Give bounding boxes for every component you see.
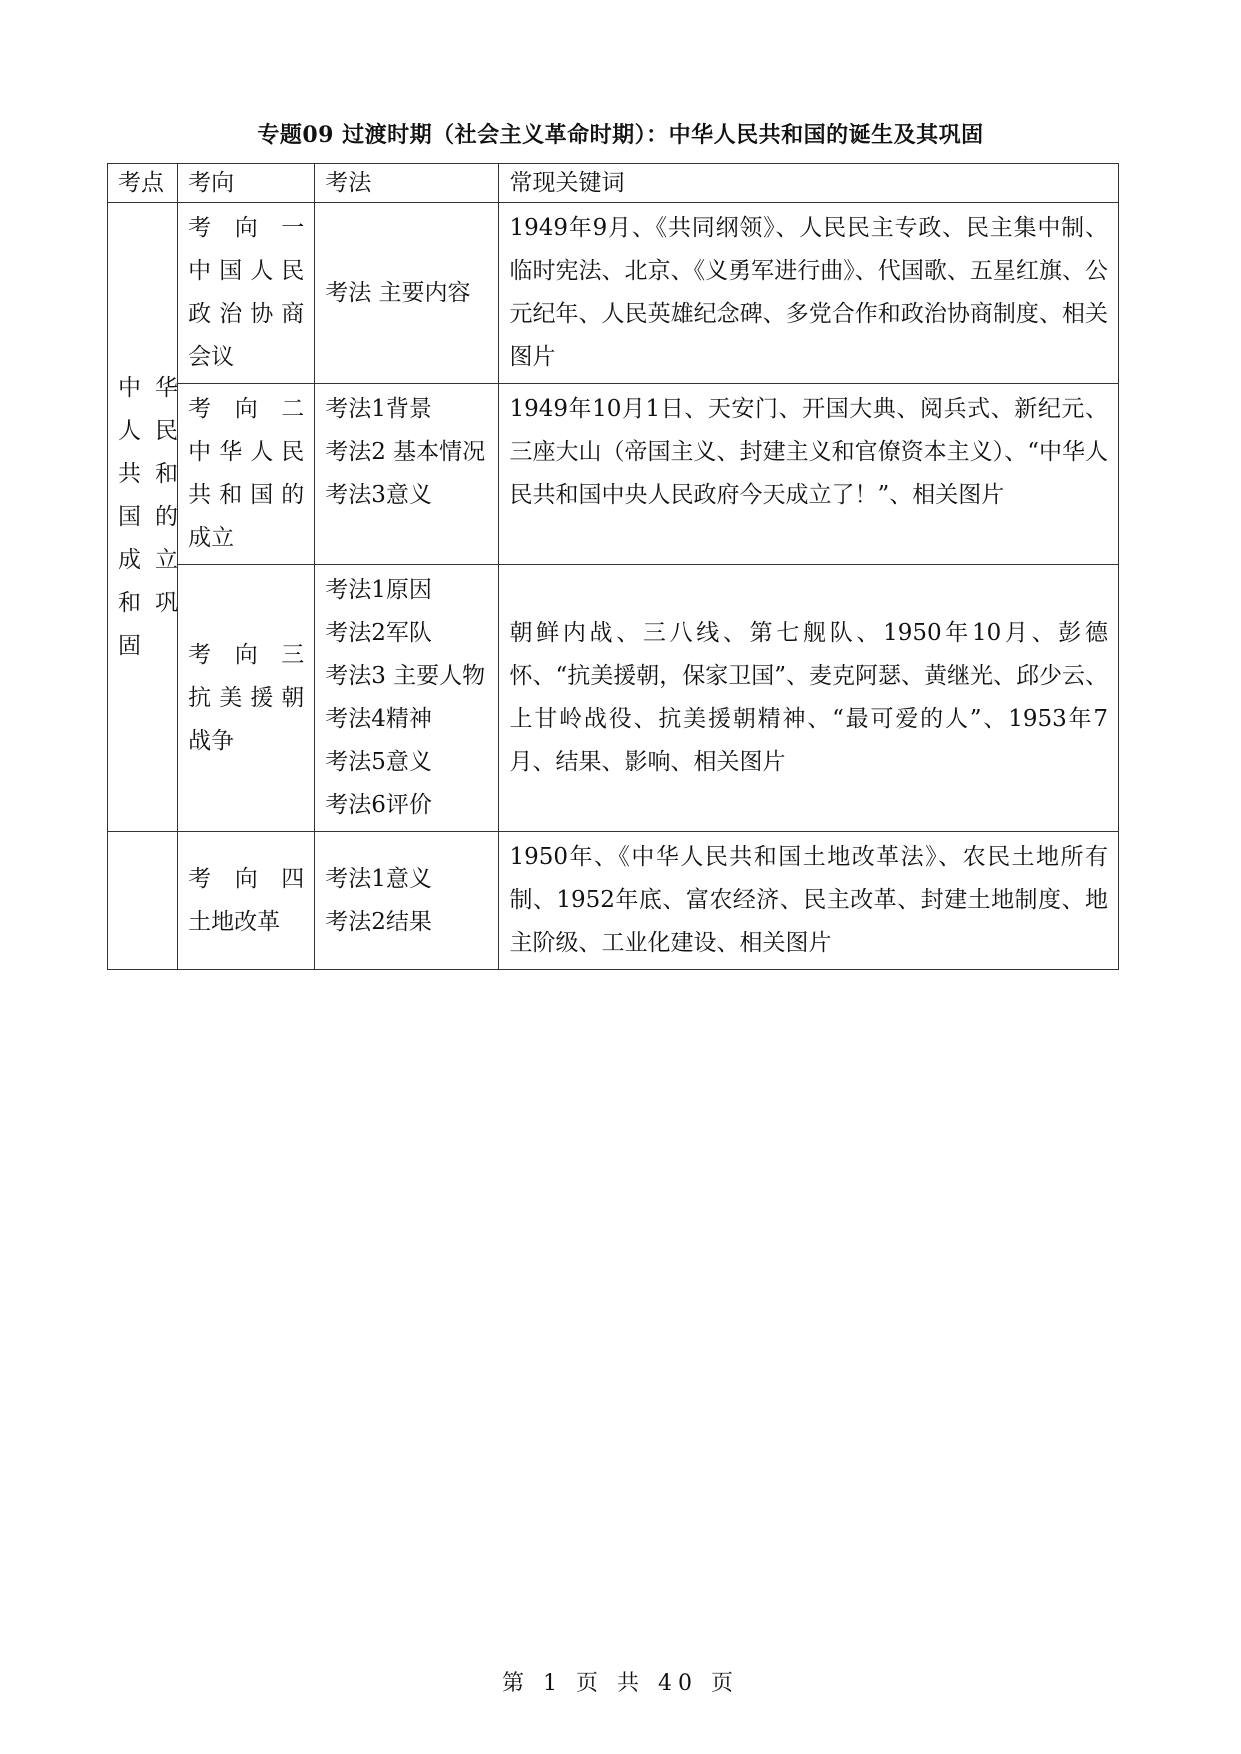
method-cell: 考法1背景 考法2 基本情况 考法3意义 [315,384,499,565]
keywords-cell: 朝鲜内战、三八线、第七舰队、1950年10月、彭德怀、“抗美援朝，保家卫国”、麦克阿瑟、黄继光、邱少云、上甘岭战役、抗美援朝精神、“最可爱的人”、1953年7月、结果、影响、相关图片 [499,565,1119,832]
exam-points-table [107,163,1119,970]
method-cell: 考法 主要内容 [315,203,499,384]
direction-cell: 考 向 四 土地改革 [178,832,315,970]
kaodian-cell [108,203,178,832]
keywords-cell: 1949年9月、《共同纲领》、人民民主专政、民主集中制、临时宪法、北京、《义勇军进行曲》、代国歌、五星红旗、公元纪年、人民英雄纪念碑、多党合作和政治协商制度、相关图片 [499,203,1119,384]
direction-cell: 考 向 三 抗美援朝 战争 [178,565,315,832]
direction-cell: 考 向 二 中华人民 共和国的 成立 [178,384,315,565]
header-kaoxiang: 考向 [178,164,315,203]
header-kaofa: 考法 [315,164,499,203]
page-title: 专题09 过渡时期（社会主义革命时期）：中华人民共和国的诞生及其巩固 [257,122,984,148]
kaodian-empty-cell [108,832,178,970]
table-row [108,203,1119,384]
kaodian-text: 中 华 人 民 共 和 国 的 成 立 和 巩 固 [118,374,178,659]
table-header-row [108,164,1119,203]
header-keywords: 常现关键词 [499,164,1119,203]
page-footer: 第 1 页 共 40 页 [502,1671,739,1696]
direction-cell: 考 向 一 中国人民 政治协商 会议 [178,203,315,384]
table-row [108,565,1119,832]
keywords-cell: 1949年10月1日、天安门、开国大典、阅兵式、新纪元、三座大山（帝国主义、封建主义和官僚资本主义）、“中华人民共和国中央人民政府今天成立了！”、相关图片 [499,384,1119,565]
header-kaodian: 考点 [108,164,178,203]
table-row [108,384,1119,565]
method-cell: 考法1意义 考法2结果 [315,832,499,970]
method-cell: 考法1原因 考法2军队 考法3 主要人物 考法4精神 考法5意义 考法6评价 [315,565,499,832]
keywords-cell: 1950年、《中华人民共和国土地改革法》、农民土地所有制、1952年底、富农经济、民主改革、封建土地制度、地主阶级、工业化建设、相关图片 [499,832,1119,970]
table-row [108,832,1119,970]
